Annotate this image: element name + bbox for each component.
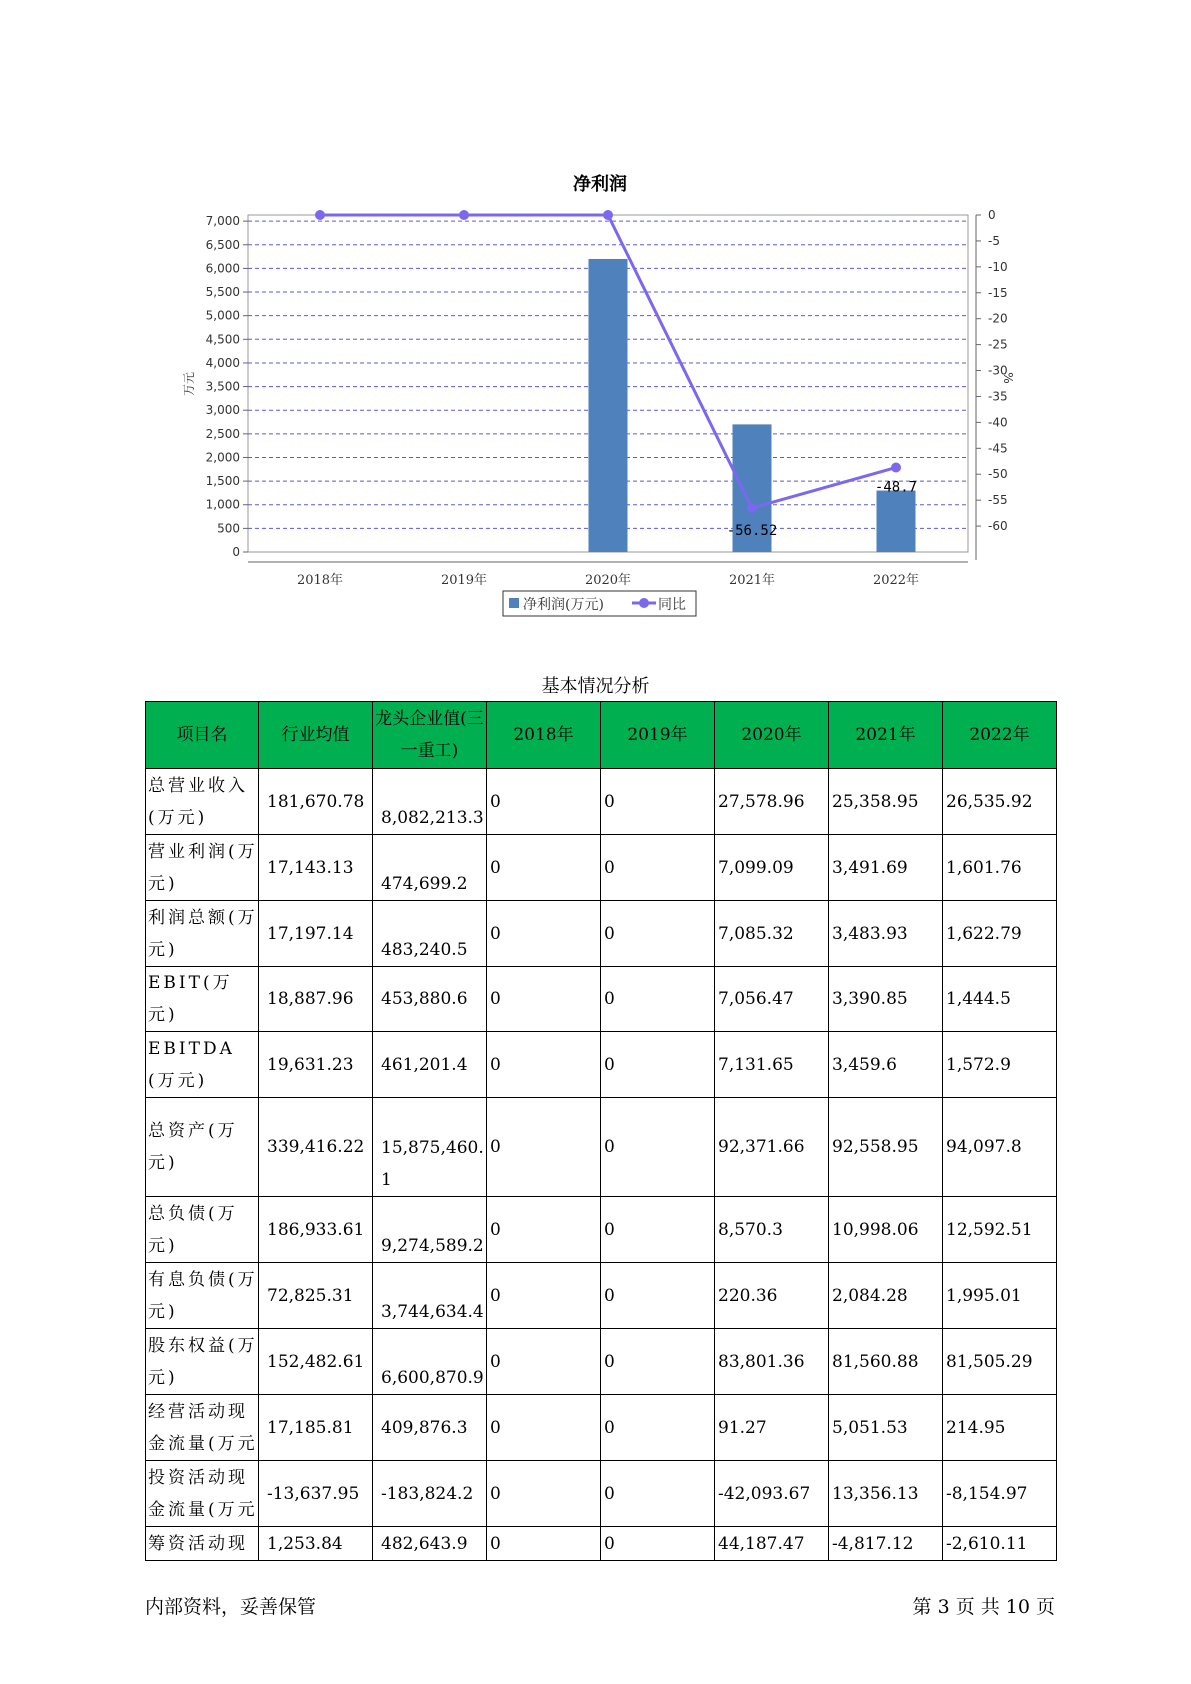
table-cell: 0 [601,1461,715,1527]
table-row [146,835,1057,901]
table-title: 基本情况分析 [541,676,650,697]
header-2021: 2021年 [829,702,943,769]
table-cell: 0 [601,1032,715,1098]
table-cell: 7,056.47 [715,967,829,1032]
table-cell: 44,187.47 [715,1527,829,1561]
x-tick-label: 2021年 [728,573,776,588]
table-cell: 3,483.93 [829,901,943,967]
x-tick-label: 2019年 [440,573,488,588]
y-tick-label-left: 2,500 [205,426,240,441]
yoy-data-label: -56.52 [726,523,778,540]
row-label: 营业利润(万元) [146,835,259,901]
header-2020: 2020年 [715,702,829,769]
table-cell: 482,643.9 [373,1527,487,1561]
y-tick-label-left: 7,000 [205,214,240,229]
table-cell: 8,082,213.3 [373,769,487,835]
y-tick-label-left: 0 [232,545,240,559]
table-cell: 0 [487,1263,601,1329]
table-cell: 220.36 [715,1263,829,1329]
table-cell: 0 [601,1098,715,1197]
table-cell: 0 [601,1263,715,1329]
table-cell: 0 [487,835,601,901]
table-cell: 0 [601,1395,715,1461]
table-cell: 474,699.2 [373,835,487,901]
row-label: 总负债(万元) [146,1197,259,1263]
table-cell: 453,880.6 [373,967,487,1032]
y-tick-label-left: 2,000 [205,450,240,465]
table-cell: 1,572.9 [943,1032,1057,1098]
table-cell: 0 [487,1098,601,1197]
table-cell: -2,610.11 [943,1527,1057,1561]
table-cell: 5,051.53 [829,1395,943,1461]
table-cell: 94,097.8 [943,1098,1057,1197]
table-cell: 8,570.3 [715,1197,829,1263]
table-cell: 3,390.85 [829,967,943,1032]
table-cell: 0 [487,901,601,967]
table-cell: 19,631.23 [259,1032,373,1098]
y-tick-label-left: 500 [217,521,240,536]
table-cell: 0 [487,1032,601,1098]
y-tick-label-right: -55 [988,493,1008,508]
yoy-point [459,210,469,220]
table-cell: 7,131.65 [715,1032,829,1098]
y-tick-label-left: 4,500 [205,332,240,347]
y-tick-label-left: 1,000 [205,497,240,512]
legend-bar-label: 净利润(万元) [523,597,604,613]
table-row [146,1263,1057,1329]
table-cell: 15,875,460.1 [373,1098,487,1197]
table-cell: -4,817.12 [829,1527,943,1561]
row-label: 利润总额(万元) [146,901,259,967]
table-cell: 3,491.69 [829,835,943,901]
net-profit-chart [0,0,1191,640]
table-cell: 81,560.88 [829,1329,943,1395]
yoy-point [891,462,901,472]
table-cell: 18,887.96 [259,967,373,1032]
table-cell: 409,876.3 [373,1395,487,1461]
legend-line-label: 同比 [658,597,686,613]
y-tick-label-right: -15 [988,285,1008,300]
row-label: EBIT(万元) [146,967,259,1032]
table-cell: 152,482.61 [259,1329,373,1395]
table-cell: 0 [601,769,715,835]
table-cell: 1,253.84 [259,1527,373,1561]
y-tick-label-right: -40 [988,415,1008,430]
table-cell: 0 [487,1395,601,1461]
table-cell: 0 [487,1527,601,1561]
table-cell: 83,801.36 [715,1329,829,1395]
table-cell: 0 [487,1329,601,1395]
yoy-data-label: -48.7 [874,479,918,496]
header-item-name: 项目名 [146,702,259,769]
yoy-point [603,210,613,220]
table-cell: 461,201.4 [373,1032,487,1098]
table-cell: 181,670.78 [259,769,373,835]
row-label: 筹资活动现 [146,1527,259,1561]
table-cell: 25,358.95 [829,769,943,835]
table-cell: 3,744,634.4 [373,1263,487,1329]
table-cell: 483,240.5 [373,901,487,967]
table-cell: 0 [601,1329,715,1395]
y-tick-label-right: -60 [988,519,1008,534]
header-2022: 2022年 [943,702,1057,769]
table-cell: 214.95 [943,1395,1057,1461]
table-cell: 2,084.28 [829,1263,943,1329]
header-2019: 2019年 [601,702,715,769]
y-axis-label-right: % [1001,372,1015,384]
y-tick-label-right: -10 [988,259,1008,274]
table-cell: 17,197.14 [259,901,373,967]
y-tick-label-right: -30 [988,363,1008,378]
table-cell: 0 [601,1527,715,1561]
table-cell: 27,578.96 [715,769,829,835]
table-row [146,901,1057,967]
table-row [146,1032,1057,1098]
table-row [146,1461,1057,1527]
table-cell: 10,998.06 [829,1197,943,1263]
table-row [146,1197,1057,1263]
yoy-point [315,210,325,220]
table-cell: 6,600,870.9 [373,1329,487,1395]
table-cell: 7,085.32 [715,901,829,967]
header-leader-value: 龙头企业值(三一重工) [373,702,487,769]
table-cell: 0 [601,967,715,1032]
basic-analysis-table [145,701,1057,1561]
table-cell: 0 [601,901,715,967]
table-cell: 0 [601,835,715,901]
table-row [146,1329,1057,1395]
row-label: 经营活动现金流量(万元 [146,1395,259,1461]
table-cell: 81,505.29 [943,1329,1057,1395]
y-tick-label-left: 5,500 [205,285,240,300]
y-tick-label-right: -45 [988,441,1008,456]
x-tick-label: 2022年 [872,573,920,588]
table-cell: -42,093.67 [715,1461,829,1527]
table-cell: -8,154.97 [943,1461,1057,1527]
table-cell: 9,274,589.2 [373,1197,487,1263]
y-tick-label-right: -20 [988,311,1008,326]
y-axis-label-left: 万元 [182,371,196,397]
table-cell: 1,995.01 [943,1263,1057,1329]
table-cell: 72,825.31 [259,1263,373,1329]
y-tick-label-left: 6,500 [205,237,240,252]
table-cell: 1,622.79 [943,901,1057,967]
table-row [146,1098,1057,1197]
x-tick-label: 2018年 [296,573,344,588]
x-tick-label: 2020年 [584,573,632,588]
yoy-point [747,503,757,513]
table-cell: 91.27 [715,1395,829,1461]
row-label: 有息负债(万元) [146,1263,259,1329]
table-cell: 12,592.51 [943,1197,1057,1263]
table-cell: 26,535.92 [943,769,1057,835]
y-tick-label-right: -25 [988,337,1008,352]
footer-confidential-note: 内部资料，妥善保管 [145,1596,317,1618]
y-tick-label-left: 6,000 [205,261,240,276]
y-tick-label-right: -35 [988,389,1008,404]
table-cell: 17,185.81 [259,1395,373,1461]
y-tick-label-left: 3,000 [205,403,240,418]
table-cell: 0 [487,769,601,835]
table-cell: 7,099.09 [715,835,829,901]
table-row [146,769,1057,835]
table-cell: 92,371.66 [715,1098,829,1197]
table-cell: 92,558.95 [829,1098,943,1197]
table-row [146,1395,1057,1461]
table-cell: 0 [487,967,601,1032]
bar-net-profit [589,259,628,552]
table-cell: -13,637.95 [259,1461,373,1527]
table-header-row [146,702,1057,769]
y-tick-label-right: -50 [988,467,1008,482]
header-2018: 2018年 [487,702,601,769]
legend-bar-swatch [509,598,519,608]
row-label: 投资活动现金流量(万元 [146,1461,259,1527]
table-cell: 17,143.13 [259,835,373,901]
table-cell: 0 [487,1461,601,1527]
row-label: 总资产(万元) [146,1098,259,1197]
table-cell: 3,459.6 [829,1032,943,1098]
table-cell: 1,444.5 [943,967,1057,1032]
bar-net-profit [877,491,916,552]
table-cell: 13,356.13 [829,1461,943,1527]
legend-line-marker [639,598,649,608]
footer-page-number: 第 3 页 共 10 页 [912,1596,1055,1618]
row-label: EBITDA(万元) [146,1032,259,1098]
chart-legend [503,591,696,616]
row-label: 总营业收入(万元) [146,769,259,835]
table-cell: 0 [601,1197,715,1263]
table-cell: 1,601.76 [943,835,1057,901]
table-cell: -183,824.2 [373,1461,487,1527]
table-row [146,1527,1057,1561]
header-industry-avg: 行业均值 [259,702,373,769]
row-label: 股东权益(万元) [146,1329,259,1395]
y-tick-label-right: 0 [988,208,996,222]
table-row [146,967,1057,1032]
y-tick-label-right: -5 [988,233,1000,248]
table-cell: 0 [487,1197,601,1263]
y-tick-label-left: 1,500 [205,474,240,489]
y-tick-label-left: 4,000 [205,355,240,370]
table-cell: 186,933.61 [259,1197,373,1263]
y-tick-label-left: 3,500 [205,379,240,394]
table-cell: 339,416.22 [259,1098,373,1197]
chart-title: 净利润 [573,174,627,195]
y-tick-label-left: 5,000 [205,308,240,323]
